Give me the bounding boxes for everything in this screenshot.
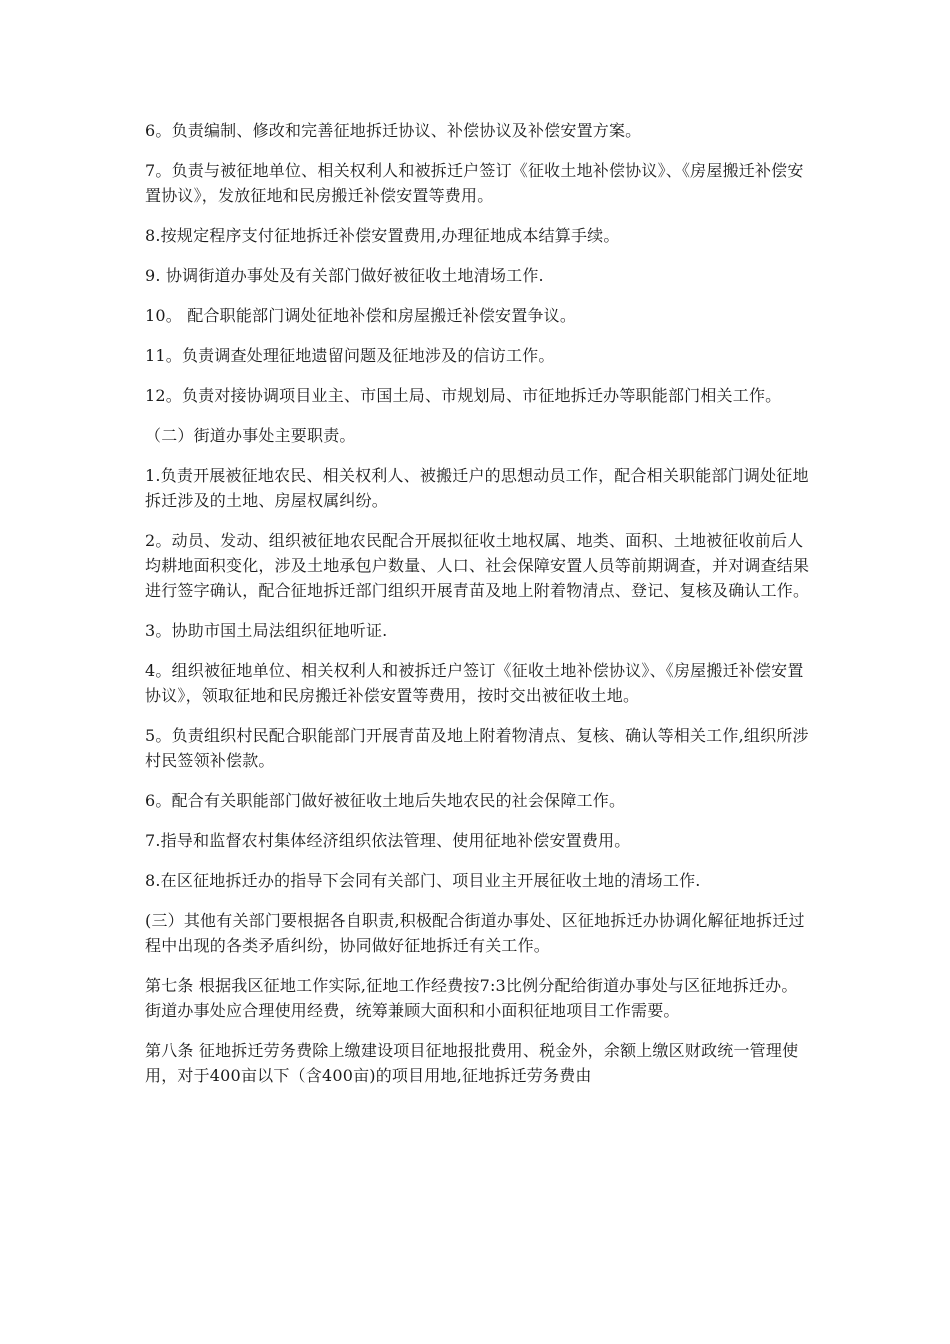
paragraph: 12。负责对接协调项目业主、市国土局、市规划局、市征地拆迁办等职能部门相关工作。 [145, 386, 782, 405]
paragraph: 2。动员、发动、组织被征地农民配合开展拟征收土地权属、地类、面积、土地被征收前后人均耕地面积变化，涉及土地承包户数量、人口、社会保障安置人员等前期调查，并对调查结果进行签字确认，配合征地拆迁部门组织开展青苗及地上附着物清点、登记、复核及确认工作。 [145, 531, 810, 600]
paragraph: 6。负责编制、修改和完善征地拆迁协议、补偿协议及补偿安置方案。 [145, 121, 642, 140]
paragraph: 11。负责调查处理征地遗留问题及征地涉及的信访工作。 [145, 346, 555, 365]
article-paragraph: 第七条 根据我区征地工作实际,征地工作经费按7:3比例分配给街道办事处与区征地拆迁办。街道办事处应合理使用经费，统筹兼顾大面积和小面积征地项目工作需要。 [145, 976, 798, 1020]
article-paragraph: 第八条 征地拆迁劳务费除上缴建设项目征地报批费用、税金外，余额上缴区财政统一管理使用，对于400亩以下（含400亩)的项目用地,征地拆迁劳务费由 [145, 1041, 799, 1085]
paragraph: 9. 协调街道办事处及有关部门做好被征收土地清场工作. [145, 266, 544, 285]
section-heading: (三）其他有关部门要根据各自职责,积极配合街道办事处、区征地拆迁办协调化解征地拆迁过程中出现的各类矛盾纠纷，协同做好征地拆迁有关工作。 [145, 911, 805, 955]
paragraph: 8.按规定程序支付征地拆迁补偿安置费用,办理征地成本结算手续。 [145, 226, 620, 245]
paragraph: 4。组织被征地单位、相关权利人和被拆迁户签订《征收土地补偿协议》、《房屋搬迁补偿安置协议》，领取征地和民房搬迁补偿安置等费用，按时交出被征收土地。 [145, 661, 804, 705]
paragraph: 10。 配合职能部门调处征地补偿和房屋搬迁补偿安置争议。 [145, 306, 577, 325]
paragraph: 3。协助市国土局法组织征地听证. [145, 621, 388, 640]
paragraph: 1.负责开展被征地农民、相关权利人、被搬迁户的思想动员工作，配合相关职能部门调处征地拆迁涉及的土地、房屋权属纠纷。 [145, 466, 809, 510]
document-body [145, 118, 810, 1103]
paragraph: 8.在区征地拆迁办的指导下会同有关部门、项目业主开展征收土地的清场工作. [145, 871, 701, 890]
paragraph: 6。配合有关职能部门做好被征收土地后失地农民的社会保障工作。 [145, 791, 626, 810]
section-heading: （二）街道办事处主要职责。 [145, 426, 356, 445]
paragraph: 5。负责组织村民配合职能部门开展青苗及地上附着物清点、复核、确认等相关工作,组织所涉村民签领补偿款。 [145, 726, 809, 770]
paragraph: 7.指导和监督农村集体经济组织依法管理、使用征地补偿安置费用。 [145, 831, 631, 850]
paragraph: 7。负责与被征地单位、相关权利人和被拆迁户签订《征收土地补偿协议》、《房屋搬迁补偿安置协议》，发放征地和民房搬迁补偿安置等费用。 [145, 161, 804, 205]
